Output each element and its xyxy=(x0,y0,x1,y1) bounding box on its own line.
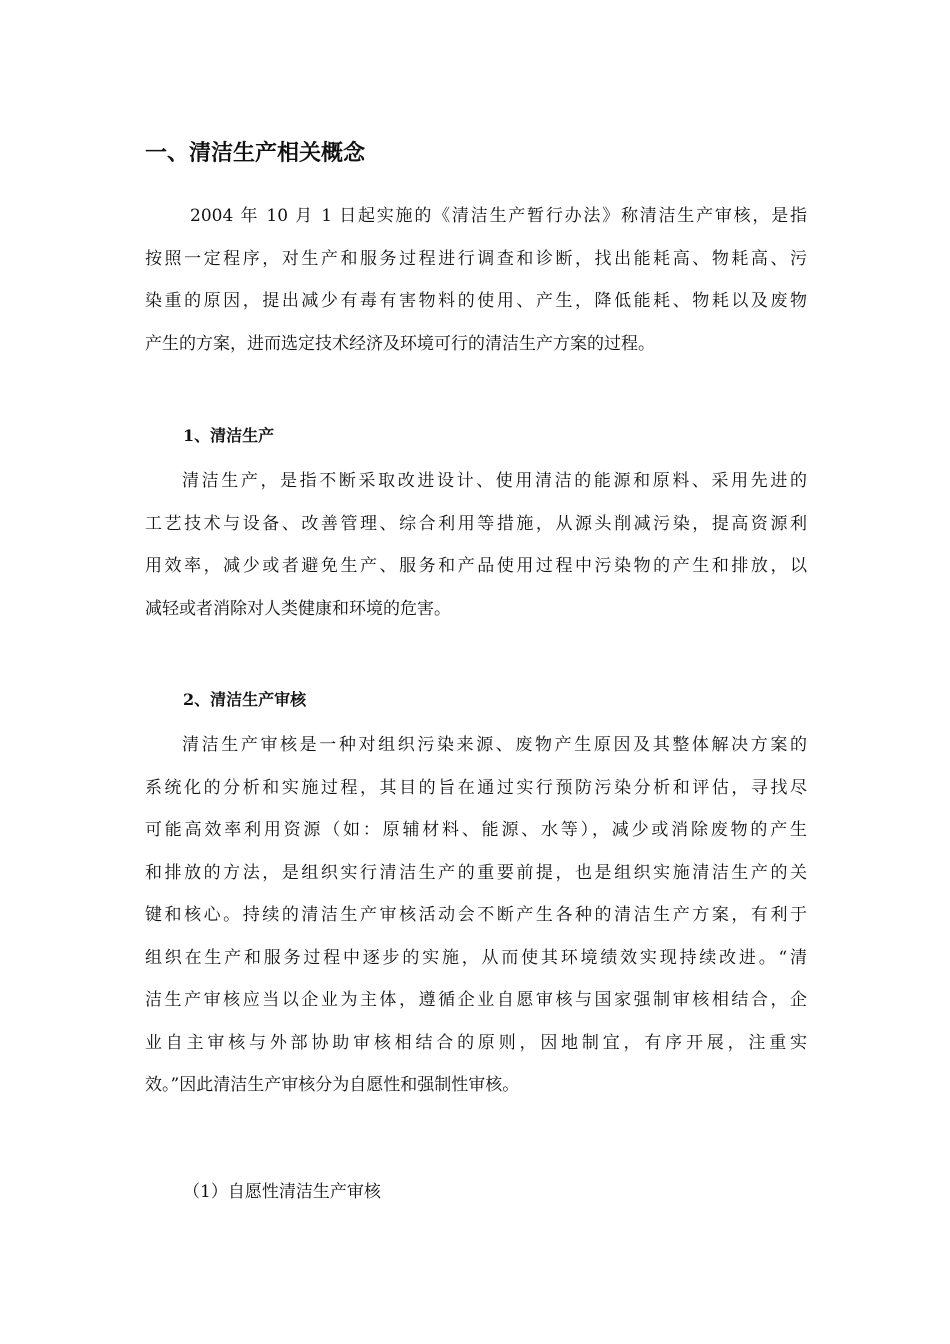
subsection-voluntary-audit: （1）自愿性清洁生产审核 xyxy=(183,1182,381,1202)
paragraph-line: 按照一定程序，对生产和服务过程进行调查和诊断，找出能耗高、物耗高、污 xyxy=(145,248,807,269)
paragraph-line: 洁生产审核应当以企业为主体，遵循企业自愿审核与国家强制审核相结合，企 xyxy=(145,990,807,1010)
paragraph-line: 染重的原因，提出减少有毒有害物料的使用、产生，降低能耗、物耗以及废物 xyxy=(145,291,807,311)
section-heading: 一、清洁生产相关概念 xyxy=(145,140,366,166)
paragraph-line: 清洁生产，是指不断采取改进设计、使用清洁的能源和原料、采用先进的 xyxy=(182,471,807,491)
audit-paragraph xyxy=(145,724,807,1107)
paragraph-line: 可能高效率利用资源（如：原辅材料、能源、水等），减少或消除废物的产生 xyxy=(145,820,807,840)
paragraph-line: 业自主审核与外部协助审核相结合的原则，因地制宜，有序开展，注重实 xyxy=(145,1032,807,1053)
paragraph-line: 产生的方案，进而选定技术经济及环境可行的清洁生产方案的过程。 xyxy=(145,333,655,354)
paragraph-line: 用效率，减少或者避免生产、服务和产品使用过程中污染物的产生和排放，以 xyxy=(145,556,807,576)
subheading-clean-production-audit: 2、清洁生产审核 xyxy=(183,690,307,709)
paragraph-line: 工艺技术与设备、改善管理、综合利用等措施，从源头削减污染，提高资源利 xyxy=(145,513,807,534)
paragraph-line: 组织在生产和服务过程中逐步的实施，从而使其环境绩效实现持续改进。“清 xyxy=(145,947,807,968)
paragraph-line: 清洁生产审核是一种对组织污染来源、废物产生原因及其整体解决方案的 xyxy=(182,735,807,755)
paragraph-line: 效。”因此清洁生产审核分为自愿性和强制性审核。 xyxy=(145,1075,520,1095)
paragraph-line: 和排放的方法，是组织实行清洁生产的重要前提，也是组织实施清洁生产的关 xyxy=(145,862,807,883)
paragraph-line: 键和核心。持续的清洁生产审核活动会不断产生各种的清洁生产方案，有利于 xyxy=(145,905,807,925)
subheading-clean-production: 1、清洁生产 xyxy=(183,426,275,445)
clean-production-paragraph xyxy=(145,460,807,630)
paragraph-line: 2004 年 10 月 1 日起实施的《清洁生产暂行办法》称清洁生产审核，是指 xyxy=(190,206,807,226)
paragraph-line: 减轻或者消除对人类健康和环境的危害。 xyxy=(145,598,451,619)
intro-paragraph xyxy=(145,195,807,365)
paragraph-line: 系统化的分析和实施过程，其目的旨在通过实行预防污染分析和评估，寻找尽 xyxy=(145,777,807,798)
